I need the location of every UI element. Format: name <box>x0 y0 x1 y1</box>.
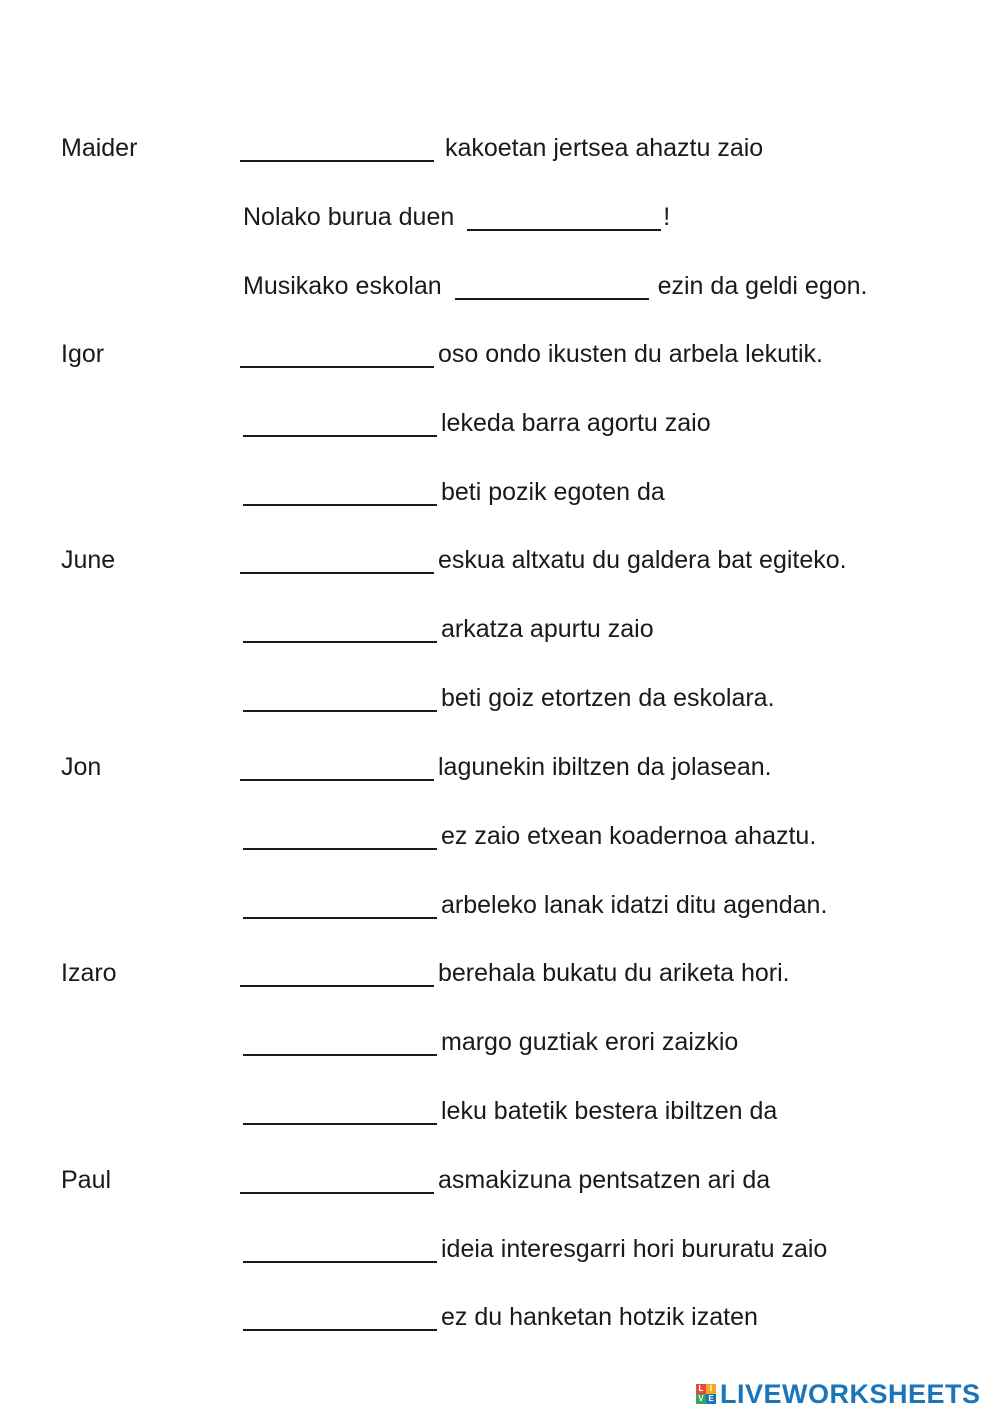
sentence <box>240 953 790 993</box>
worksheet-row <box>0 540 1000 580</box>
answer-blank-input[interactable] <box>240 548 434 574</box>
answer-blank-input[interactable] <box>240 1168 434 1194</box>
sentence-after: eskua altxatu du galdera bat egiteko. <box>438 546 847 574</box>
student-name: Igor <box>61 340 105 368</box>
sentence-after: ez zaio etxean koadernoa ahaztu. <box>441 822 817 850</box>
answer-blank-input[interactable] <box>455 274 649 300</box>
answer-blank-input[interactable] <box>240 961 434 987</box>
worksheet-row <box>0 472 1000 512</box>
worksheet-row <box>0 953 1000 993</box>
worksheet-row <box>0 1297 1000 1337</box>
sentence <box>240 334 823 374</box>
sentence-after: beti goiz etortzen da eskolara. <box>441 684 775 712</box>
logo-mark-icon: L I V E <box>696 1384 716 1404</box>
worksheet-row <box>0 403 1000 443</box>
sentence <box>243 1022 738 1062</box>
worksheet-row <box>0 1160 1000 1200</box>
sentence <box>240 1160 770 1200</box>
worksheet-row <box>0 609 1000 649</box>
sentence-after: ideia interesgarri hori bururatu zaio <box>441 1235 828 1263</box>
worksheet-row <box>0 1229 1000 1269</box>
sentence <box>240 128 763 168</box>
worksheet-row <box>0 885 1000 925</box>
worksheet-row <box>0 197 1000 237</box>
sentence <box>243 885 827 925</box>
sentence <box>243 266 868 306</box>
worksheet-row <box>0 334 1000 374</box>
worksheet-row <box>0 678 1000 718</box>
student-name: Paul <box>61 1166 112 1194</box>
answer-blank-input[interactable] <box>243 480 437 506</box>
answer-blank-input[interactable] <box>243 686 437 712</box>
worksheet-row <box>0 1091 1000 1131</box>
student-name: Jon <box>61 753 102 781</box>
sentence-after: ezin da geldi egon. <box>650 272 868 300</box>
sentence-after: asmakizuna pentsatzen ari da <box>438 1166 771 1194</box>
answer-blank-input[interactable] <box>243 1099 437 1125</box>
sentence <box>243 472 665 512</box>
answer-blank-input[interactable] <box>240 755 434 781</box>
worksheet-row <box>0 816 1000 856</box>
student-name: Izaro <box>61 959 117 987</box>
worksheet-row <box>0 266 1000 306</box>
sentence <box>240 747 772 787</box>
sentence-after: kakoetan jertsea ahaztu zaio <box>438 134 764 162</box>
sentence-after: lagunekin ibiltzen da jolasean. <box>438 753 772 781</box>
sentence <box>243 816 816 856</box>
sentence-after: lekeda barra agortu zaio <box>441 409 711 437</box>
worksheet-row <box>0 128 1000 168</box>
sentence-after: ez du hanketan hotzik izaten <box>441 1303 758 1331</box>
sentence-before: Musikako eskolan <box>243 272 449 300</box>
sentence <box>243 1297 758 1337</box>
answer-blank-input[interactable] <box>243 1237 437 1263</box>
sentence <box>243 1229 827 1269</box>
sentence-after: arkatza apurtu zaio <box>441 615 654 643</box>
sentence-after: berehala bukatu du ariketa hori. <box>438 959 790 987</box>
student-name: June <box>61 546 116 574</box>
sentence <box>240 540 847 580</box>
answer-blank-input[interactable] <box>243 617 437 643</box>
student-name: Maider <box>61 134 138 162</box>
answer-blank-input[interactable] <box>243 1030 437 1056</box>
sentence-after: oso ondo ikusten du arbela lekutik. <box>438 340 823 368</box>
sentence <box>243 197 670 237</box>
sentence <box>243 1091 777 1131</box>
sentence <box>243 609 654 649</box>
sentence-before: Nolako burua duen <box>243 203 462 231</box>
logo-text: LIVEWORKSHEETS <box>720 1378 981 1409</box>
liveworksheets-logo <box>696 1374 981 1414</box>
answer-blank-input[interactable] <box>240 342 434 368</box>
sentence <box>243 678 775 718</box>
answer-blank-input[interactable] <box>243 411 437 437</box>
worksheet-row <box>0 747 1000 787</box>
answer-blank-input[interactable] <box>467 205 661 231</box>
answer-blank-input[interactable] <box>240 136 434 162</box>
sentence-after: margo guztiak erori zaizkio <box>441 1028 739 1056</box>
sentence-after: arbeleko lanak idatzi ditu agendan. <box>441 891 828 919</box>
sentence <box>243 403 711 443</box>
sentence-after: beti pozik egoten da <box>441 478 665 506</box>
answer-blank-input[interactable] <box>243 893 437 919</box>
sentence-after: leku batetik bestera ibiltzen da <box>441 1097 778 1125</box>
answer-blank-input[interactable] <box>243 824 437 850</box>
sentence-after: ! <box>663 203 671 231</box>
answer-blank-input[interactable] <box>243 1305 437 1331</box>
worksheet-row <box>0 1022 1000 1062</box>
